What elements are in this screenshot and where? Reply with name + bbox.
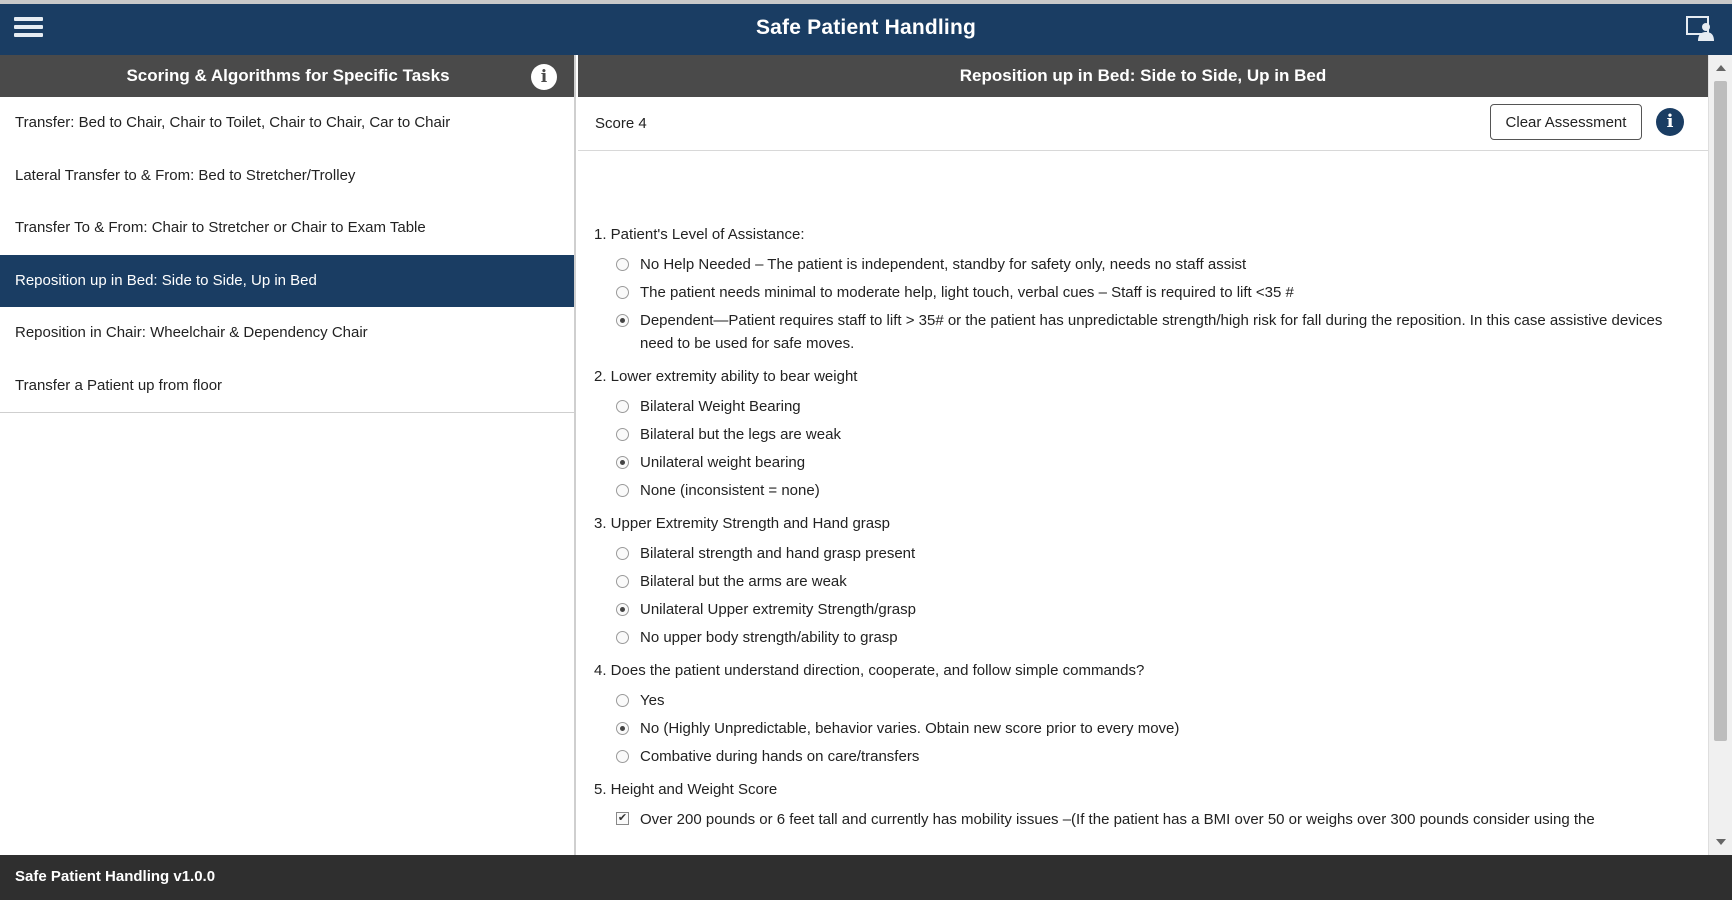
- answer-option[interactable]: [594, 279, 1684, 307]
- answer-option-label: None (inconsistent = none): [640, 482, 820, 499]
- app-title: Safe Patient Handling: [755, 16, 977, 39]
- radio-unselected-icon[interactable]: [616, 484, 629, 497]
- answer-option[interactable]: [594, 596, 1684, 624]
- question-title: 4. Does the patient understand direction, cooperate, and follow simple commands?: [594, 662, 1145, 679]
- answer-option-label: The patient needs minimal to moderate help, light touch, verbal cues – Staff is required to lift <35 #: [640, 284, 1294, 301]
- sidebar-task-item[interactable]: Transfer a Patient up from floor: [15, 376, 223, 394]
- question-title: 1. Patient's Level of Assistance:: [594, 226, 805, 243]
- answer-option[interactable]: [594, 687, 1684, 715]
- radio-selected-icon[interactable]: [616, 456, 629, 469]
- user-profile-icon[interactable]: [1686, 16, 1716, 42]
- checkbox-option-label: Over 200 pounds or 6 feet tall and currently has mobility issues –(If the patient has a BMI over 50 or weighs over 300 pounds consider using the: [640, 811, 1595, 828]
- sidebar-header: [0, 55, 574, 97]
- sidebar-task-item[interactable]: Reposition in Chair: Wheelchair & Dependency Chair: [15, 324, 368, 341]
- score-value: Score 4: [595, 115, 647, 132]
- answer-option[interactable]: [594, 540, 1684, 568]
- answer-option-label: No Help Needed – The patient is independent, standby for safety only, needs no staff assist: [640, 256, 1247, 273]
- clear-assessment-button[interactable]: Clear Assessment: [1490, 104, 1642, 140]
- sidebar-title: Scoring & Algorithms for Specific Tasks: [126, 66, 450, 85]
- radio-unselected-icon[interactable]: [616, 575, 629, 588]
- radio-selected-icon[interactable]: [616, 314, 629, 327]
- sidebar-task-item[interactable]: Lateral Transfer to & From: Bed to Stretcher/Trolley: [15, 166, 356, 184]
- question-title: 5. Height and Weight Score: [594, 781, 778, 798]
- radio-unselected-icon[interactable]: [616, 286, 629, 299]
- sidebar-task-item[interactable]: Reposition up in Bed: Side to Side, Up in Bed: [0, 255, 574, 308]
- scroll-thumb[interactable]: [1714, 81, 1727, 741]
- answer-option-label: Unilateral weight bearing: [640, 454, 806, 471]
- radio-unselected-icon[interactable]: [616, 547, 629, 560]
- question-block: [594, 507, 1684, 652]
- answer-option-label: Bilateral but the legs are weak: [640, 426, 841, 443]
- answer-option-label: Unilateral Upper extremity Strength/grasp: [640, 601, 916, 618]
- scroll-down-arrow-icon[interactable]: [1716, 839, 1726, 845]
- answer-option-label: Bilateral Weight Bearing: [640, 398, 801, 415]
- answer-option[interactable]: [594, 568, 1684, 596]
- radio-unselected-icon[interactable]: [616, 400, 629, 413]
- assessment-title: Reposition up in Bed: Side to Side, Up in Bed: [578, 55, 1708, 97]
- assessment-info-icon[interactable]: i: [1656, 108, 1684, 136]
- sidebar-info-icon[interactable]: i: [531, 64, 557, 90]
- sidebar-task-item[interactable]: Transfer: Bed to Chair, Chair to Toilet, Chair to Chair, Car to Chair: [15, 114, 451, 131]
- question-block: [594, 654, 1684, 771]
- answer-option-label: Bilateral strength and hand grasp present: [640, 545, 916, 562]
- answer-option[interactable]: [594, 251, 1684, 279]
- score-row: [578, 97, 1708, 151]
- radio-unselected-icon[interactable]: [616, 258, 629, 271]
- radio-unselected-icon[interactable]: [616, 694, 629, 707]
- checkbox-checked-icon[interactable]: ✔: [617, 812, 628, 824]
- assessment-panel: [578, 55, 1708, 855]
- question-title: 3. Upper Extremity Strength and Hand grasp: [594, 515, 890, 532]
- top-bar: [0, 0, 1732, 55]
- radio-unselected-icon[interactable]: [616, 750, 629, 763]
- radio-unselected-icon[interactable]: [616, 631, 629, 644]
- question-block: [594, 360, 1684, 505]
- answer-option-label: Dependent—Patient requires staff to lift > 35# or the patient has unpredictable strength/high risk for fall during the reposition. In this case assistive devices need to be used for safe moves.: [640, 312, 1663, 352]
- footer-bar: [0, 855, 1732, 900]
- task-list: [0, 97, 574, 413]
- answer-option[interactable]: [594, 449, 1684, 477]
- question-block: [594, 773, 1684, 834]
- answer-option-label: Yes: [640, 692, 665, 709]
- answer-option[interactable]: [594, 624, 1684, 652]
- answer-option[interactable]: [594, 307, 1684, 358]
- radio-unselected-icon[interactable]: [616, 428, 629, 441]
- answer-option-label: Bilateral but the arms are weak: [640, 573, 847, 590]
- question-block: [594, 218, 1684, 358]
- answer-option[interactable]: [594, 715, 1684, 743]
- version-label: Safe Patient Handling v1.0.0: [15, 868, 216, 885]
- question-title: 2. Lower extremity ability to bear weight: [594, 368, 858, 385]
- sidebar-task-item[interactable]: Transfer To & From: Chair to Stretcher or Chair to Exam Table: [15, 219, 426, 236]
- answer-option[interactable]: [594, 421, 1684, 449]
- answer-option-label: No (Highly Unpredictable, behavior varies. Obtain new score prior to every move): [640, 720, 1180, 737]
- scroll-up-arrow-icon[interactable]: [1716, 65, 1726, 71]
- answer-option[interactable]: [594, 393, 1684, 421]
- radio-selected-icon[interactable]: [616, 722, 629, 735]
- answer-option[interactable]: [594, 477, 1684, 505]
- answer-option-label: No upper body strength/ability to grasp: [640, 629, 898, 646]
- checkbox-option[interactable]: [594, 806, 1684, 834]
- answer-option-label: Combative during hands on care/transfers: [640, 748, 920, 765]
- answer-option[interactable]: [594, 743, 1684, 771]
- vertical-scrollbar[interactable]: [1708, 55, 1732, 855]
- task-sidebar: [0, 55, 576, 855]
- question-list: [594, 218, 1684, 852]
- radio-selected-icon[interactable]: [616, 603, 629, 616]
